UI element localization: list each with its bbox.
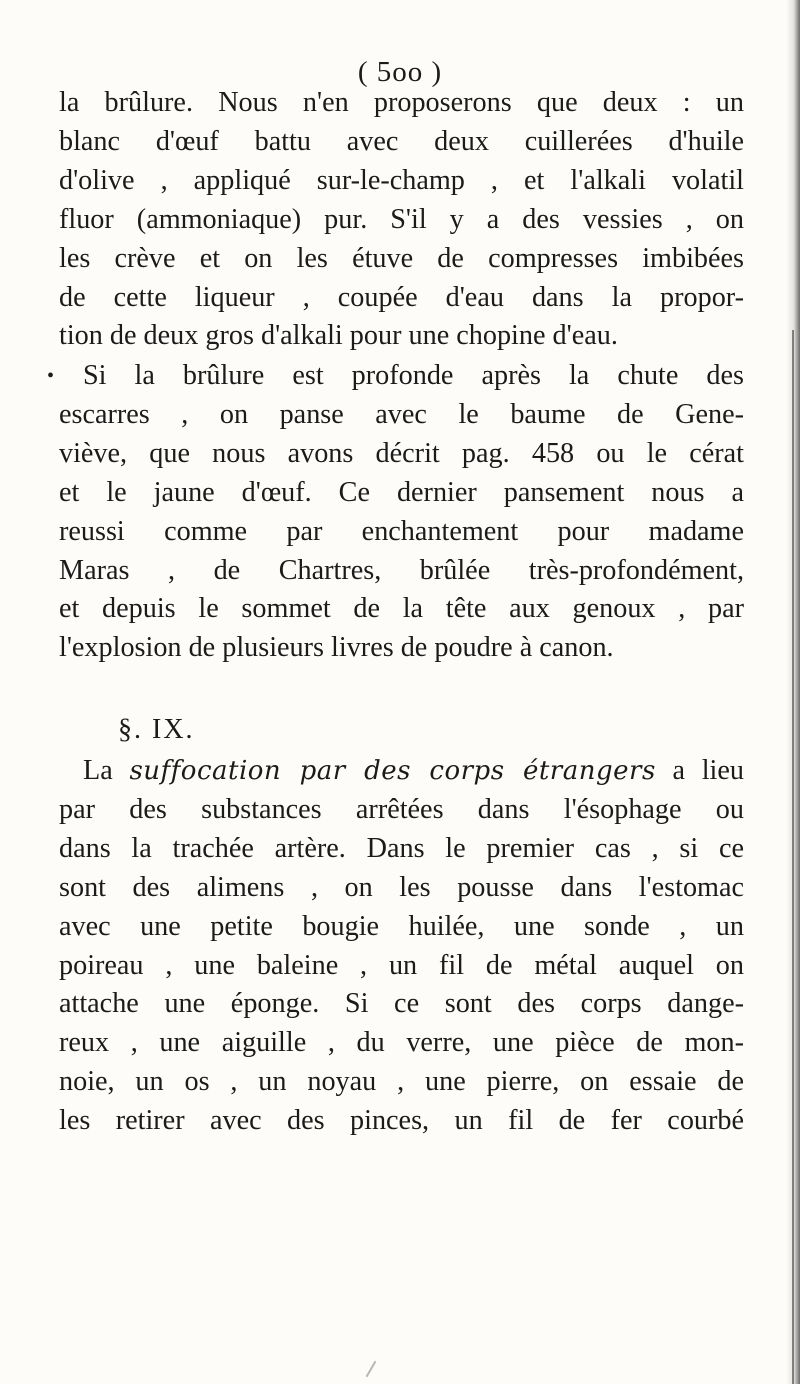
text-line: blanc d'œuf battu avec deux cuillerées d'huile	[59, 125, 744, 157]
text-line: la brûlure. Nous n'en proposerons que deux : un	[59, 87, 744, 118]
text-line: noie, un os , un noyau , une pierre, on essaie de	[59, 1066, 744, 1098]
italic-phrase: suffocation par des corps étrangers	[129, 756, 656, 786]
text-line-content: Si la brûlure est profonde après la chute des	[83, 360, 744, 391]
section-heading: §. IX.	[118, 714, 195, 745]
paragraph-3	[59, 752, 744, 1141]
text-line: reux , une aiguille , du verre, une pièce de mon-	[59, 1027, 744, 1059]
text-line	[59, 752, 744, 791]
text-line: Maras , de Chartres, brûlée très-profondément,	[59, 554, 744, 586]
text-line: poireau , une baleine , un fil de métal auquel on	[59, 949, 744, 981]
text-line: et le jaune d'œuf. Ce dernier pansement nous a	[59, 476, 744, 508]
text-line: par des substances arrêtées dans l'ésophage ou	[59, 793, 744, 825]
paragraph-1	[59, 84, 744, 356]
text-line: de cette liqueur , coupée d'eau dans la propor-	[59, 281, 744, 313]
page-number-label: ( 5oo )	[357, 56, 443, 88]
ink-mark	[366, 1361, 377, 1378]
bullet-mark: •	[47, 365, 55, 387]
text-line: d'olive , appliqué sur-le-champ , et l'alkali volatil	[59, 164, 744, 196]
text-line	[47, 357, 744, 396]
text-line: les retirer avec des pinces, un fil de fer courbé	[59, 1105, 744, 1137]
text-line: reussi comme par enchantement pour madame	[59, 515, 744, 547]
text-run: a lieu	[655, 755, 744, 786]
text-line: viève, que nous avons décrit pag. 458 ou le cérat	[59, 437, 744, 469]
text-line: tion de deux gros d'alkali pour une chopine d'eau.	[59, 320, 618, 352]
text-line: fluor (ammoniaque) pur. S'il y a des vessies , on	[59, 203, 744, 235]
text-line: dans la trachée artère. Dans le premier cas , si ce	[59, 832, 744, 864]
text-line: les crève et on les étuve de compresses imbibées	[59, 242, 744, 274]
text-line: attache une éponge. Si ce sont des corps dange-	[59, 988, 744, 1020]
text-line: l'explosion de plusieurs livres de poudre à canon.	[59, 632, 614, 664]
text-line: escarres , on panse avec le baume de Gene-	[59, 398, 744, 430]
page-edge-line	[792, 330, 794, 1384]
text-run: La	[83, 755, 130, 786]
text-line: avec une petite bougie huilée, une sonde , un	[59, 910, 744, 942]
text-line: sont des alimens , on les pousse dans l'estomac	[59, 871, 744, 903]
text-line: et depuis le sommet de la tête aux genoux , par	[59, 593, 744, 625]
paragraph-2	[47, 357, 744, 668]
